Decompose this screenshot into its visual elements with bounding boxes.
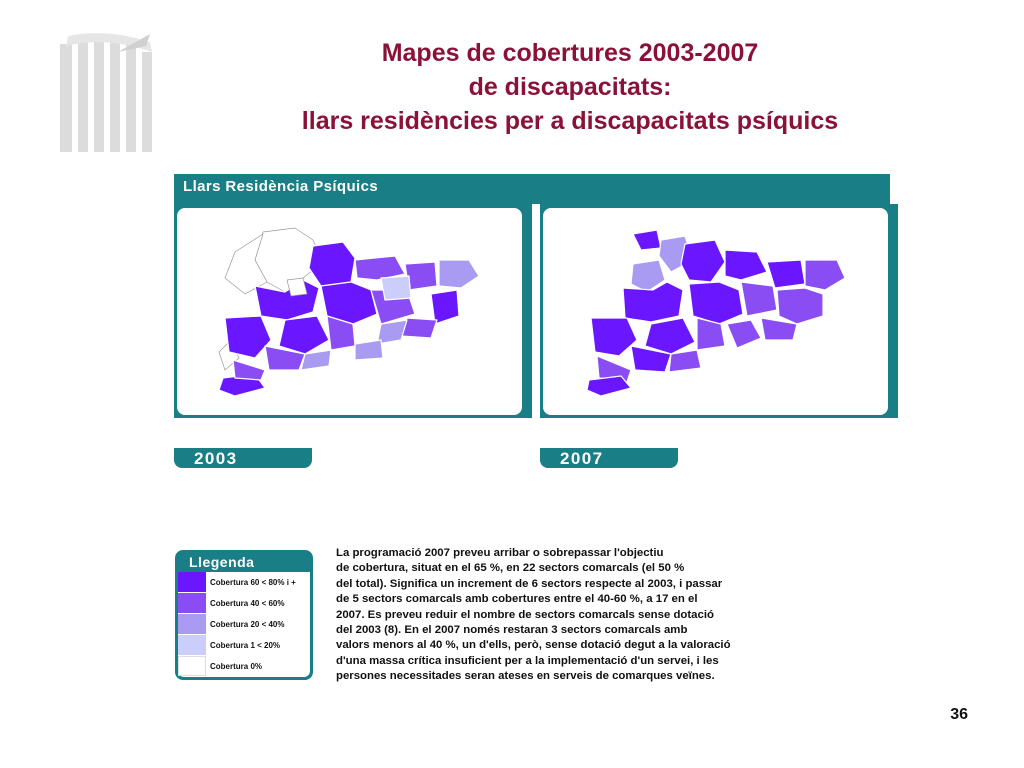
map-panel-2003 bbox=[174, 204, 532, 468]
region-2003-d bbox=[309, 242, 355, 286]
catalonia-map-2007 bbox=[561, 220, 883, 400]
region-2007-k bbox=[777, 288, 823, 324]
region-2003-w bbox=[287, 278, 307, 296]
region-2003-t bbox=[355, 340, 383, 360]
region-2003-g bbox=[225, 316, 271, 358]
description-line: d'una massa crítica insuficient per a la implementació d'un servei, i les bbox=[336, 654, 719, 667]
region-2007-g bbox=[805, 260, 845, 290]
catalonia-map-2003 bbox=[195, 220, 517, 400]
description-line: de 5 sectors comarcals amb cobertures entre el 40-60 %, a 17 en el bbox=[336, 593, 698, 606]
legend-label: Cobertura 60 < 80% i + bbox=[210, 578, 296, 587]
region-2003-r bbox=[439, 260, 479, 288]
description-line: persones necessitades seran ateses en serveis de comarques veïnes. bbox=[336, 670, 715, 683]
title-line-3: llars residències per a discapacitats psíquics bbox=[301, 107, 839, 135]
legend-item bbox=[178, 593, 310, 614]
legend-box bbox=[175, 550, 313, 680]
description-line: La programació 2007 preveu arribar o sobrepassar l'objectiu bbox=[336, 547, 664, 559]
year-label-2007: 2007 bbox=[560, 449, 604, 468]
legend-title: Llegenda bbox=[189, 554, 255, 570]
region-2003-h bbox=[279, 316, 329, 354]
legend-label: Cobertura 0% bbox=[210, 662, 263, 671]
map-panel-2003-canvas bbox=[177, 208, 522, 415]
region-2007-f bbox=[767, 260, 805, 288]
legend-item bbox=[178, 614, 310, 635]
legend-item bbox=[178, 656, 310, 677]
legend-label: Cobertura 1 < 20% bbox=[210, 641, 281, 650]
year-label-2003: 2003 bbox=[194, 449, 238, 468]
region-2007-r bbox=[669, 350, 701, 372]
page-title bbox=[200, 36, 940, 138]
region-2007-e bbox=[725, 250, 767, 280]
region-2007-d bbox=[681, 240, 725, 282]
legend-swatch bbox=[178, 635, 206, 655]
title-line-2: de discapacitats: bbox=[468, 73, 672, 101]
map-panel-2007-canvas bbox=[543, 208, 888, 415]
year-tab-2007 bbox=[540, 448, 678, 468]
legend-item bbox=[178, 572, 310, 593]
maps-frame bbox=[174, 174, 890, 468]
region-2007-m bbox=[645, 318, 695, 354]
legend-body bbox=[178, 572, 310, 677]
maps-header-bar bbox=[174, 174, 890, 204]
legend-swatch bbox=[178, 656, 206, 676]
legend-swatch bbox=[178, 614, 206, 634]
description-line: de cobertura, situat en el 65 %, en 22 sectors comarcals (el 50 % bbox=[336, 562, 685, 575]
legend-item bbox=[178, 635, 310, 656]
region-2007-o bbox=[727, 320, 761, 348]
legend-label: Cobertura 20 < 40% bbox=[210, 620, 285, 629]
description-text bbox=[336, 546, 856, 685]
region-2007-j bbox=[741, 282, 777, 316]
region-2003-v bbox=[381, 276, 411, 300]
page-number: 36 bbox=[950, 706, 968, 723]
year-tab-2003 bbox=[174, 448, 312, 468]
description-line: del 2003 (8). En el 2007 només restaran 3 sectors comarcals amb bbox=[336, 624, 688, 637]
institution-logo-icon bbox=[58, 30, 154, 156]
description-line: 2007. Es preveu reduir el nombre de sectors comarcals sense dotació bbox=[336, 608, 714, 621]
legend-swatch bbox=[178, 572, 206, 592]
description-line: del total). Significa un increment de 6 sectors respecte al 2003, i passar bbox=[336, 577, 723, 590]
legend-swatch bbox=[178, 593, 206, 613]
region-2007-l bbox=[591, 318, 637, 356]
description-line: valors menors al 40 %, un d'ells, però, sense dotació degut a la valoració bbox=[336, 639, 731, 652]
region-2003-i bbox=[431, 290, 459, 324]
region-2007-a bbox=[633, 230, 661, 250]
legend-label: Cobertura 40 < 60% bbox=[210, 599, 285, 608]
maps-header-title: Llars Residència Psíquics bbox=[183, 178, 379, 195]
region-2003-q bbox=[233, 360, 265, 380]
map-panel-2007 bbox=[540, 204, 898, 468]
title-line-1: Mapes de cobertures 2003-2007 bbox=[381, 39, 759, 67]
